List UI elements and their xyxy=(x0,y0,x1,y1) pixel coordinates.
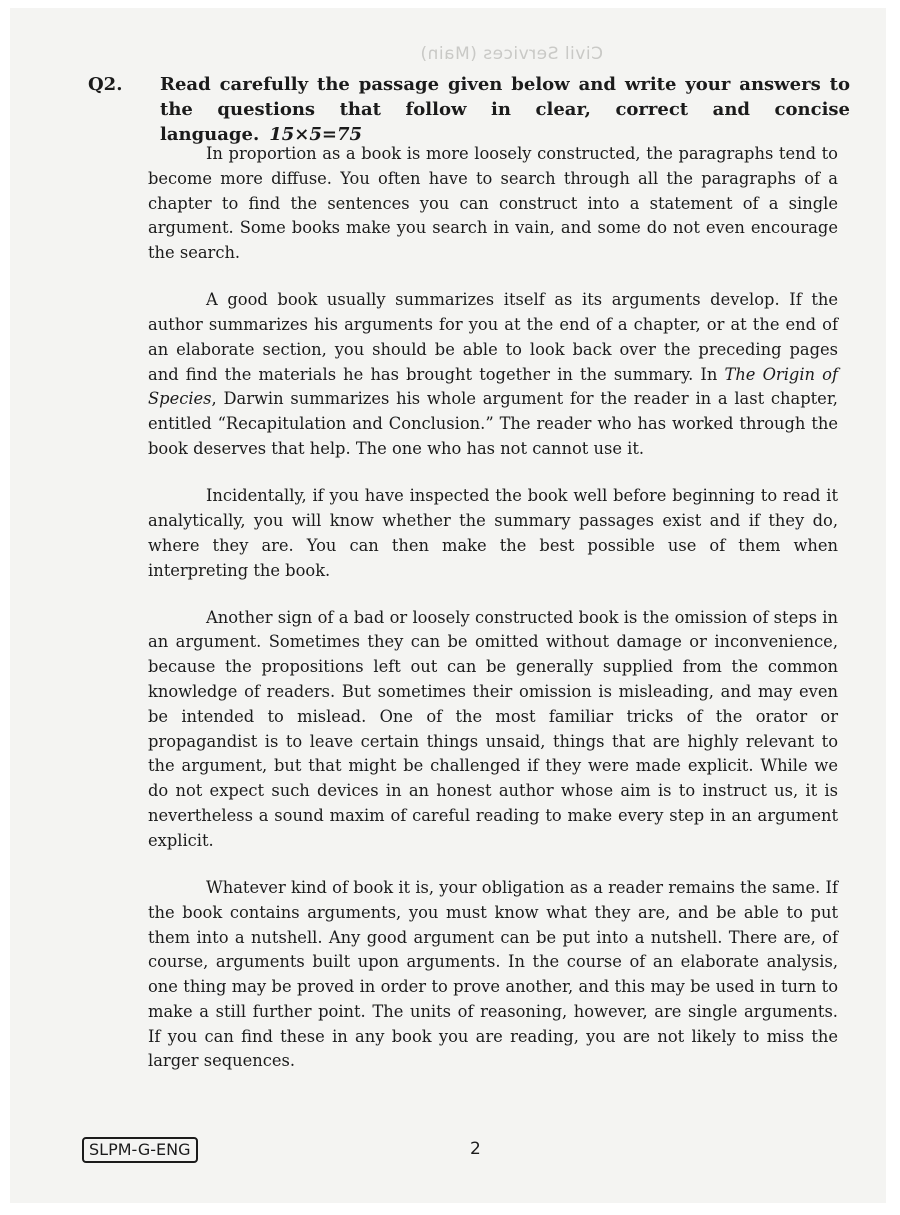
passage-paragraph-1: In proportion as a book is more loosely constructed, the paragraphs tend to become more diffuse. You often have to search through all the paragraphs of a chapter to find the sentences you can construct into a statement of a single argument. Some books make you search in vain, and some do not even encourage the search. xyxy=(148,144,838,263)
passage-paragraph-2 xyxy=(148,288,838,462)
show-through-header: Civil Services (Main) xyxy=(420,44,603,64)
question-instruction xyxy=(160,72,850,147)
passage-paragraph-5: Whatever kind of book it is, your obligation as a reader remains the same. If the book contains arguments, you must know what they are, and be able to put them into a nutshell. Any good argument can be put into a nutshell. There are, of course, arguments built upon arguments. In the course of an elaborate analysis, one thing may be proved in order to prove another, and this may be used in turn to make a still further point. The units of reasoning, however, are single arguments. If you can find these in any book you are reading, you are not likely to miss the larger sequences. xyxy=(148,877,838,1071)
passage-paragraph-3: Incidentally, if you have inspected the book well before beginning to read it analytically, you will know whether the summary passages exist and if they do, where they are. You can then make the best possible use of them when interpreting the book. xyxy=(148,486,838,580)
question-number: Q2. xyxy=(88,74,123,95)
book-title: The Origin of Species xyxy=(148,364,838,409)
passage-paragraph-4: Another sign of a bad or loosely constructed book is the omission of steps in an argument. Sometimes they can be omitted without damage or inconvenience, because the propositions left out can be generally supplied from the common knowledge of readers. But sometimes their omission is misleading, and may even be intended to mislead. One of the most familiar tricks of the orator or propagandist is to leave certain things unsaid, things that are highly relevant to the argument, but that might be challenged if they were made explicit. While we do not expect such devices in an honest author whose aim is to instruct us, it is nevertheless a sound maxim of careful reading to make every step in an argument explicit. xyxy=(148,607,838,850)
passage xyxy=(148,142,838,1097)
page-number: 2 xyxy=(470,1139,481,1159)
paper-code-box: SLPM-G-ENG xyxy=(82,1137,198,1163)
paragraph-2-part-1: A good book usually summarizes itself as its arguments develop. If the author summarizes his arguments for you at the end of a chapter, or at the end of an elaborate section, you should be able to look back over the preceding pages and find the materials he has brought together in the summary. In xyxy=(148,290,838,384)
instruction-text: Read carefully the passage given below and write your answers to the questions that follow in clear, correct and concise language. xyxy=(160,74,850,145)
question-marks: 15×5=75 xyxy=(269,124,363,145)
paragraph-2-part-2: , Darwin summarizes his whole argument for the reader in a last chapter, entitled “Recapitulation and Conclusion.” The reader who has worked through the book deserves that help. The one who has not cannot use it. xyxy=(148,389,838,459)
